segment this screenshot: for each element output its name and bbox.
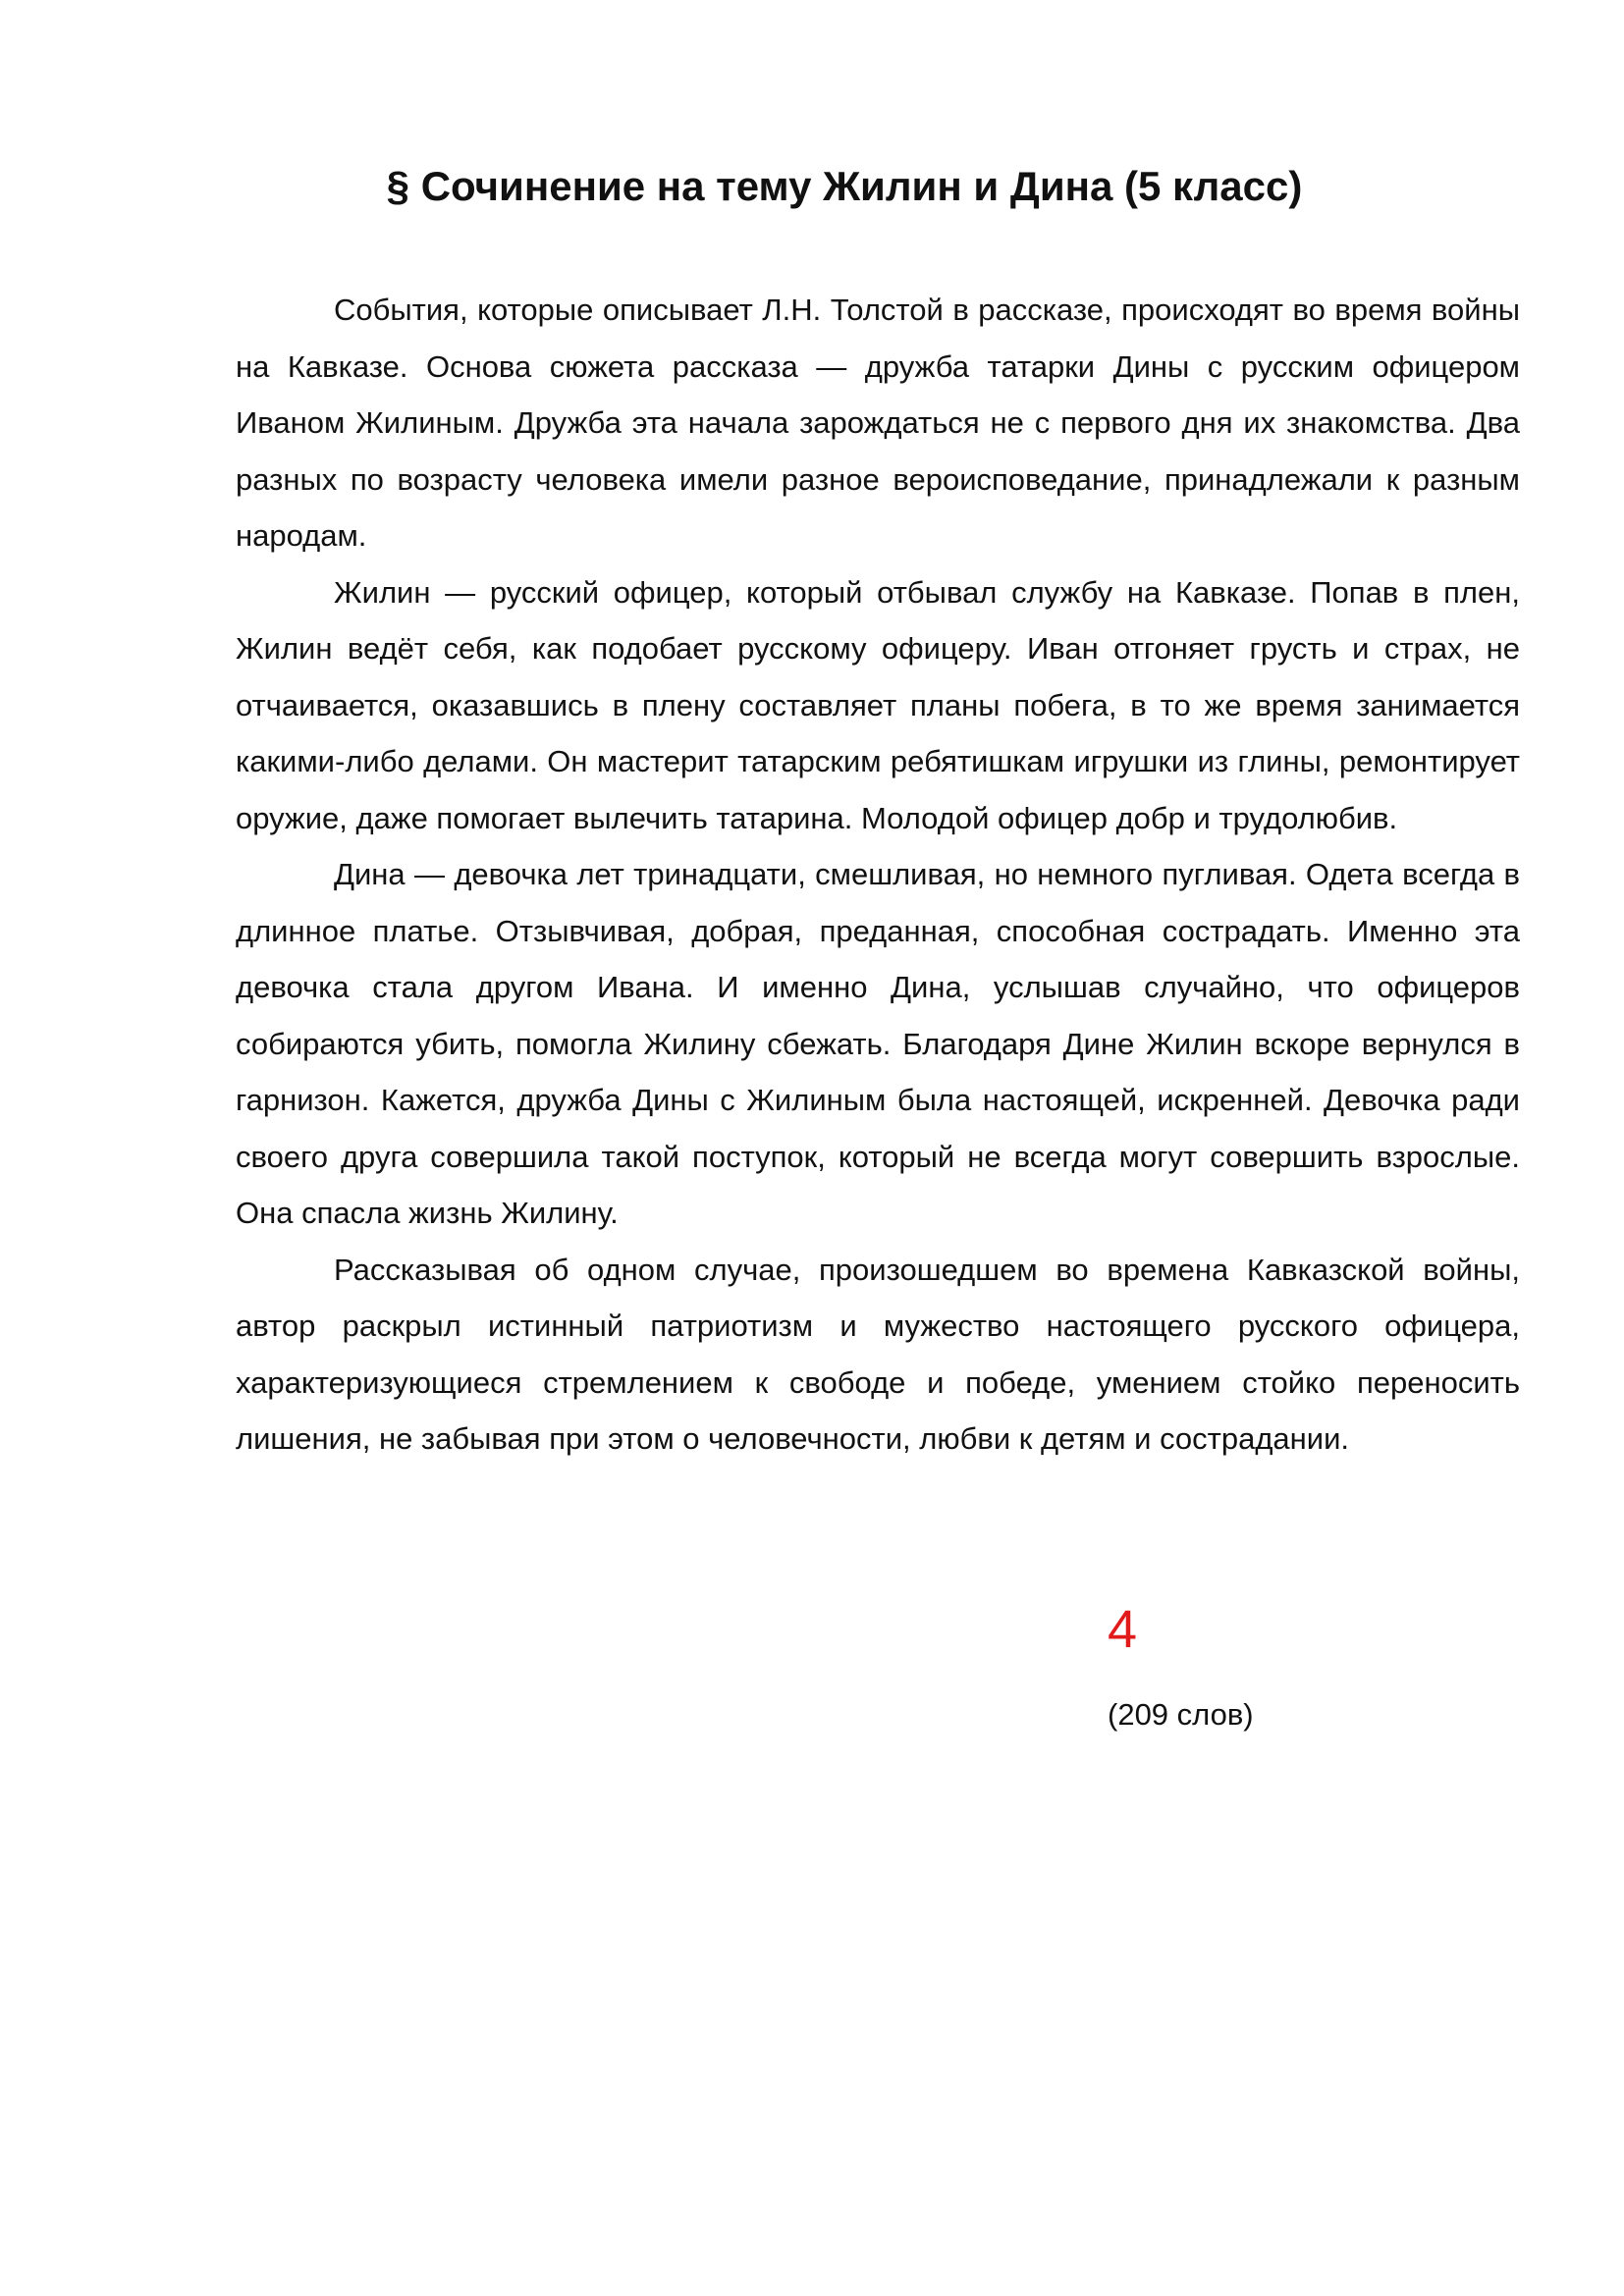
essay-paragraph-3: Дина — девочка лет тринадцати, смешливая, но немного пугливая. Одета всегда в длинное платье. Отзывчивая, добрая, преданная, способная сострадать. Именно эта девочка стала другом Ивана. И именно Дина, услышав случайно, что офицеров собираются убить, помогла Жилину сбежать. Благодаря Дине Жилин вскоре вернулся в гарнизон. Кажется, дружба Дины с Жилиным была настоящей, искренней. Девочка ради своего друга совершила такой поступок, который не всегда могут совершить взрослые. Она спасла жизнь Жилину. <box>236 857 1520 1230</box>
essay-paragraph-4: Рассказывая об одном случае, произошедшем во времена Кавказской войны, автор раскрыл истинный патриотизм и мужество настоящего русского офицера, характеризующиеся стремлением к свободе и победе, умением стойко переносить лишения, не забывая при этом о человечности, любви к детям и сострадании. <box>236 1252 1520 1456</box>
essay-body <box>236 282 1520 1468</box>
grade-mark: 4 <box>1108 1600 1138 1659</box>
page-title: § Сочинение на тему Жилин и Дина (5 класс) <box>386 163 1303 209</box>
essay-paragraph-1: События, которые описывает Л.Н. Толстой в рассказе, происходят во время войны на Кавказе. Основа сюжета рассказа — дружба татарки Дины с русским офицером Иваном Жилиным. Дружба эта начала зарождаться не с первого дня их знакомства. Два разных по возрасту человека имели разное вероисповедание, принадлежали к разным народам. <box>236 293 1520 553</box>
word-count: (209 слов) <box>1108 1697 1254 1732</box>
essay-paragraph-2: Жилин — русский офицер, который отбывал службу на Кавказе. Попав в плен, Жилин ведёт себя, как подобает русскому офицеру. Иван отгоняет грусть и страх, не отчаивается, оказавшись в плену составляет планы побега, в то же время занимается какими-либо делами. Он мастерит татарским ребятишкам игрушки из глины, ремонтирует оружие, даже помогает вылечить татарина. Молодой офицер добр и трудолюбив. <box>236 574 1520 835</box>
